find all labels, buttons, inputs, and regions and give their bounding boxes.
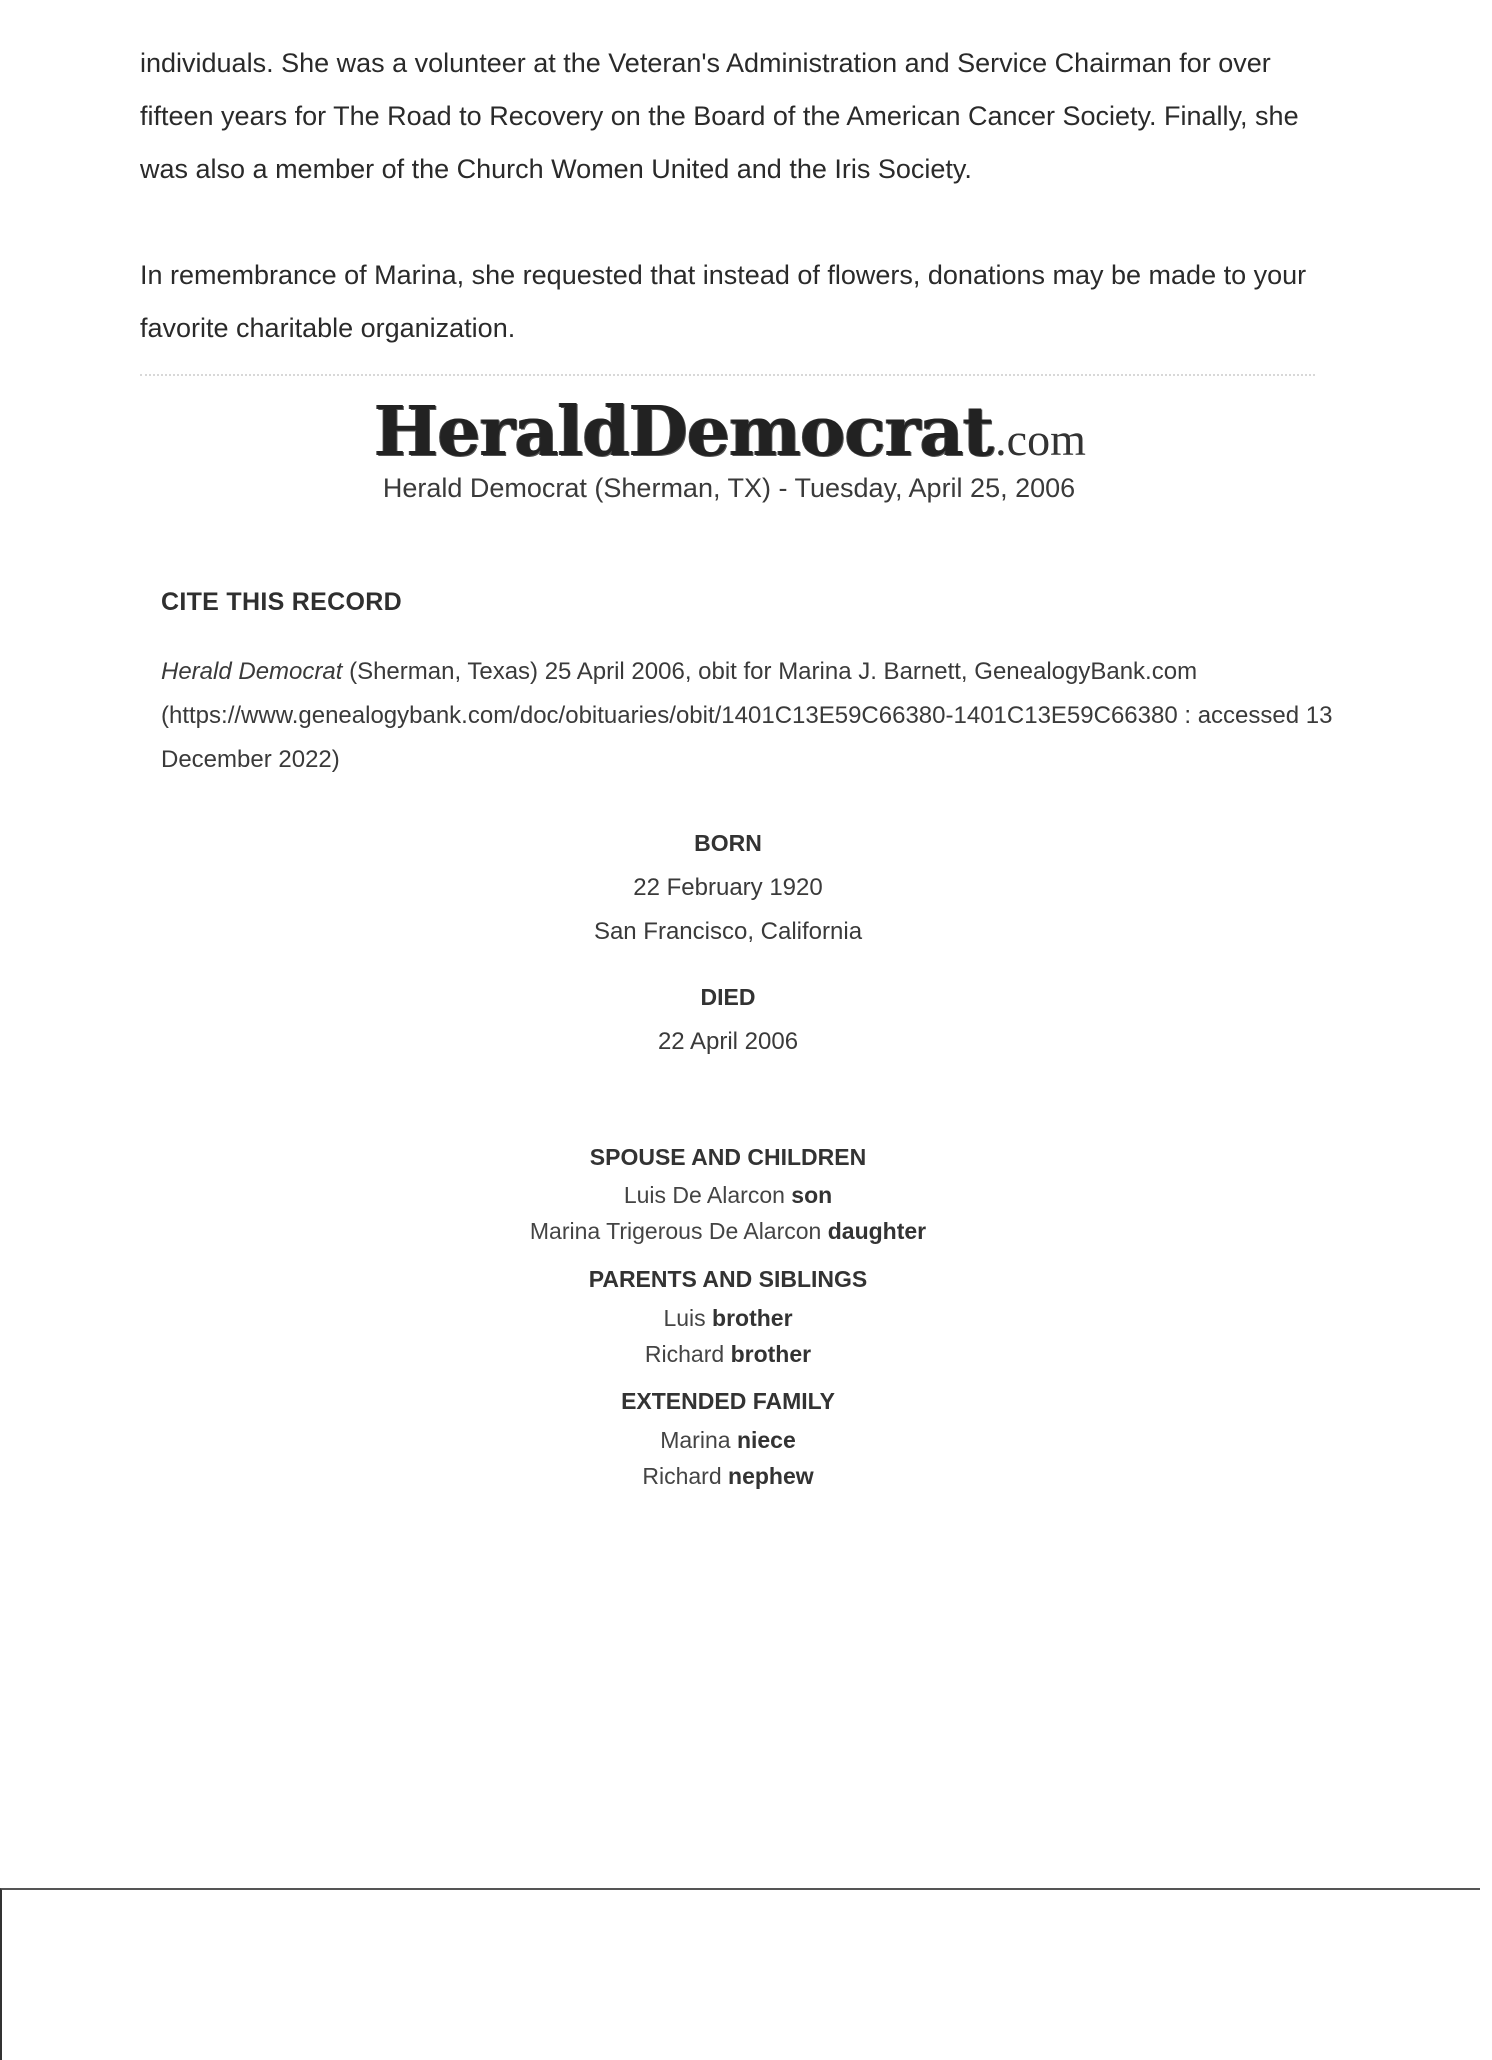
citation-body: (Sherman, Texas) 25 April 2006, obit for Marina J. Barnett, GenealogyBank.com (https://www.genealogybank.com/doc/obituaries/obit/1401C13E59C66380-1401C13E59C66380 : accessed 13 December 2022) <box>161 658 1333 773</box>
scan-edge-frame <box>0 1888 1480 2060</box>
spouse-children-label: SPOUSE AND CHILDREN <box>589 1144 867 1170</box>
family-member-row: Luis De Alarcon son <box>623 1182 833 1208</box>
section-divider <box>140 374 1315 376</box>
herald-democrat-logo <box>0 392 1460 472</box>
born-date: 22 February 1920 <box>633 874 823 901</box>
born-label: BORN <box>694 830 762 856</box>
family-member-row: Luis brother <box>663 1305 793 1331</box>
citation-text <box>161 650 1341 782</box>
cite-heading: CITE THIS RECORD <box>161 588 402 616</box>
extended-family-label: EXTENDED FAMILY <box>621 1388 835 1414</box>
died-date: 22 April 2006 <box>657 1028 799 1055</box>
born-place: San Francisco, California <box>593 918 863 945</box>
family-member-row: Richard brother <box>644 1341 812 1367</box>
family-member-row: Marina Trigerous De Alarcon daughter <box>529 1218 927 1244</box>
citation-publication: Herald Democrat <box>161 658 343 685</box>
parents-siblings-label: PARENTS AND SIBLINGS <box>588 1266 868 1292</box>
masthead-brand: HeraldDemocrat <box>374 392 994 472</box>
publication-line: Herald Democrat (Sherman, TX) - Tuesday, April 25, 2006 <box>382 473 1076 503</box>
family-member-row: Marina niece <box>660 1427 796 1453</box>
family-member-row: Richard nephew <box>642 1463 814 1489</box>
obituary-paragraph-2: In remembrance of Marina, she requested that instead of flowers, donations may be made to your favorite charitable organization. <box>140 260 1307 343</box>
masthead-tld: .com <box>995 414 1086 465</box>
obituary-paragraph-1: individuals. She was a volunteer at the Veteran's Administration and Service Chairman for over fifteen years for The Road to Recovery on the Board of the American Cancer Society. Finally, she was also a member of the Church Women United and the Iris Society. <box>140 48 1299 184</box>
died-label: DIED <box>700 984 756 1010</box>
